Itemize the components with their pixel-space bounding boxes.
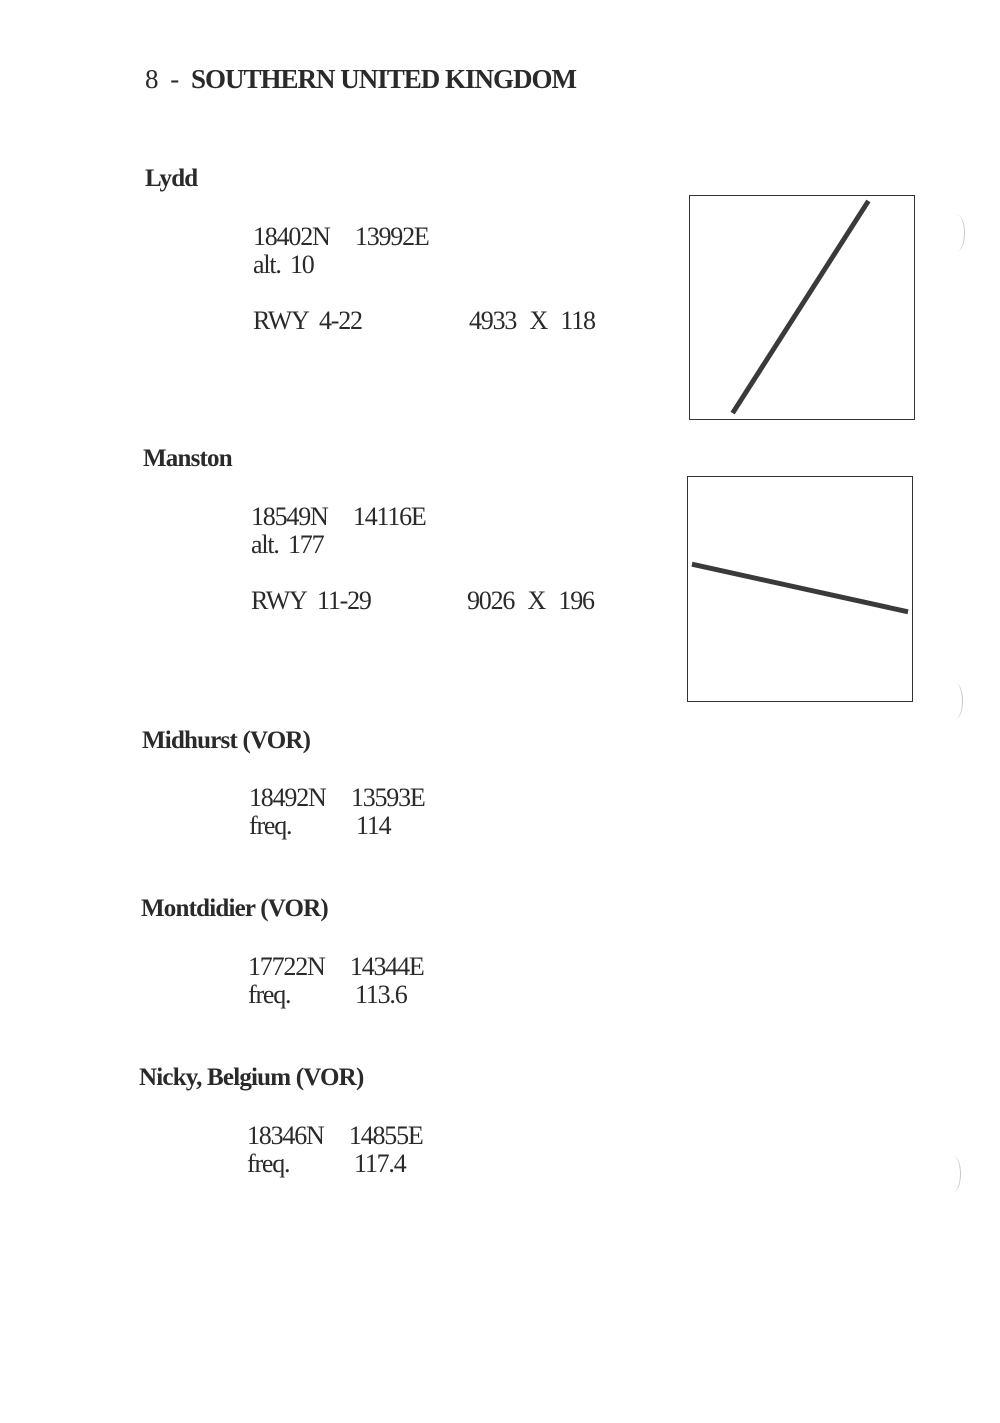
- manston-runway: [251, 588, 371, 614]
- lydd-runway-diagram: [689, 195, 915, 420]
- page-title: SOUTHERN UNITED KINGDOM: [191, 64, 577, 94]
- nicky-latitude: 18346N: [247, 1121, 324, 1150]
- lydd-runway-id: 4-22: [318, 306, 362, 335]
- entry-title-montdidier: Montdidier (VOR): [141, 895, 328, 922]
- manston-runway-x: X: [527, 586, 546, 615]
- manston-runway-label: RWY: [251, 586, 306, 615]
- heading-separator: -: [170, 64, 179, 94]
- lydd-runway-dimensions: [469, 308, 595, 334]
- montdidier-longitude: 14344E: [349, 952, 424, 981]
- montdidier-latitude: 17722N: [248, 952, 325, 981]
- page-heading: [145, 64, 576, 95]
- lydd-altitude-label: alt.: [253, 250, 281, 279]
- montdidier-coordinates: [248, 954, 424, 980]
- lydd-runway-width: 118: [560, 306, 595, 335]
- nicky-frequency: [247, 1151, 406, 1177]
- lydd-longitude: 13992E: [354, 222, 429, 251]
- midhurst-coordinates: [249, 785, 425, 811]
- entry-title-lydd: Lydd: [145, 165, 198, 192]
- manston-longitude: 14116E: [352, 502, 426, 531]
- lydd-runway-x: X: [529, 306, 548, 335]
- manston-runway-width: 196: [558, 586, 594, 615]
- manston-runway-line: [692, 564, 908, 612]
- page-number: 8: [145, 64, 158, 94]
- midhurst-frequency-label: freq.: [249, 811, 292, 840]
- manston-runway-diagram: [687, 476, 913, 702]
- montdidier-frequency-label: freq.: [248, 980, 291, 1009]
- lydd-coordinates: [253, 224, 429, 250]
- lydd-runway-line: [733, 201, 869, 413]
- montdidier-frequency: [248, 982, 407, 1008]
- midhurst-longitude: 13593E: [350, 783, 425, 812]
- manston-coordinates: [251, 504, 426, 530]
- lydd-altitude: [253, 252, 314, 278]
- lydd-runway-svg: [690, 196, 914, 419]
- nicky-frequency-value: 117.4: [354, 1149, 406, 1178]
- lydd-runway-length: 4933: [469, 306, 517, 335]
- binder-hole-middle: [948, 683, 963, 719]
- lydd-altitude-value: 10: [290, 250, 314, 279]
- manston-runway-dimensions: [467, 588, 594, 614]
- midhurst-latitude: 18492N: [249, 783, 326, 812]
- midhurst-frequency-value: 114: [356, 811, 391, 840]
- entry-title-nicky: Nicky, Belgium (VOR): [139, 1064, 364, 1091]
- entry-title-midhurst: Midhurst (VOR): [142, 727, 311, 754]
- manston-altitude-value: 177: [288, 530, 324, 559]
- nicky-frequency-label: freq.: [247, 1149, 290, 1178]
- manston-latitude: 18549N: [251, 502, 328, 531]
- nicky-longitude: 14855E: [348, 1121, 423, 1150]
- midhurst-frequency: [249, 813, 390, 839]
- entry-title-manston: Manston: [143, 445, 232, 472]
- binder-hole-bottom: [946, 1156, 961, 1192]
- lydd-latitude: 18402N: [253, 222, 330, 251]
- nicky-coordinates: [247, 1123, 423, 1149]
- manston-altitude-label: alt.: [251, 530, 279, 559]
- lydd-runway-label: RWY: [253, 306, 308, 335]
- manston-altitude: [251, 532, 323, 558]
- manston-runway-svg: [688, 477, 912, 701]
- montdidier-frequency-value: 113.6: [355, 980, 407, 1009]
- manston-runway-id: 11-29: [316, 586, 371, 615]
- binder-hole-top: [950, 215, 965, 251]
- manston-runway-length: 9026: [467, 586, 515, 615]
- lydd-runway: [253, 308, 362, 334]
